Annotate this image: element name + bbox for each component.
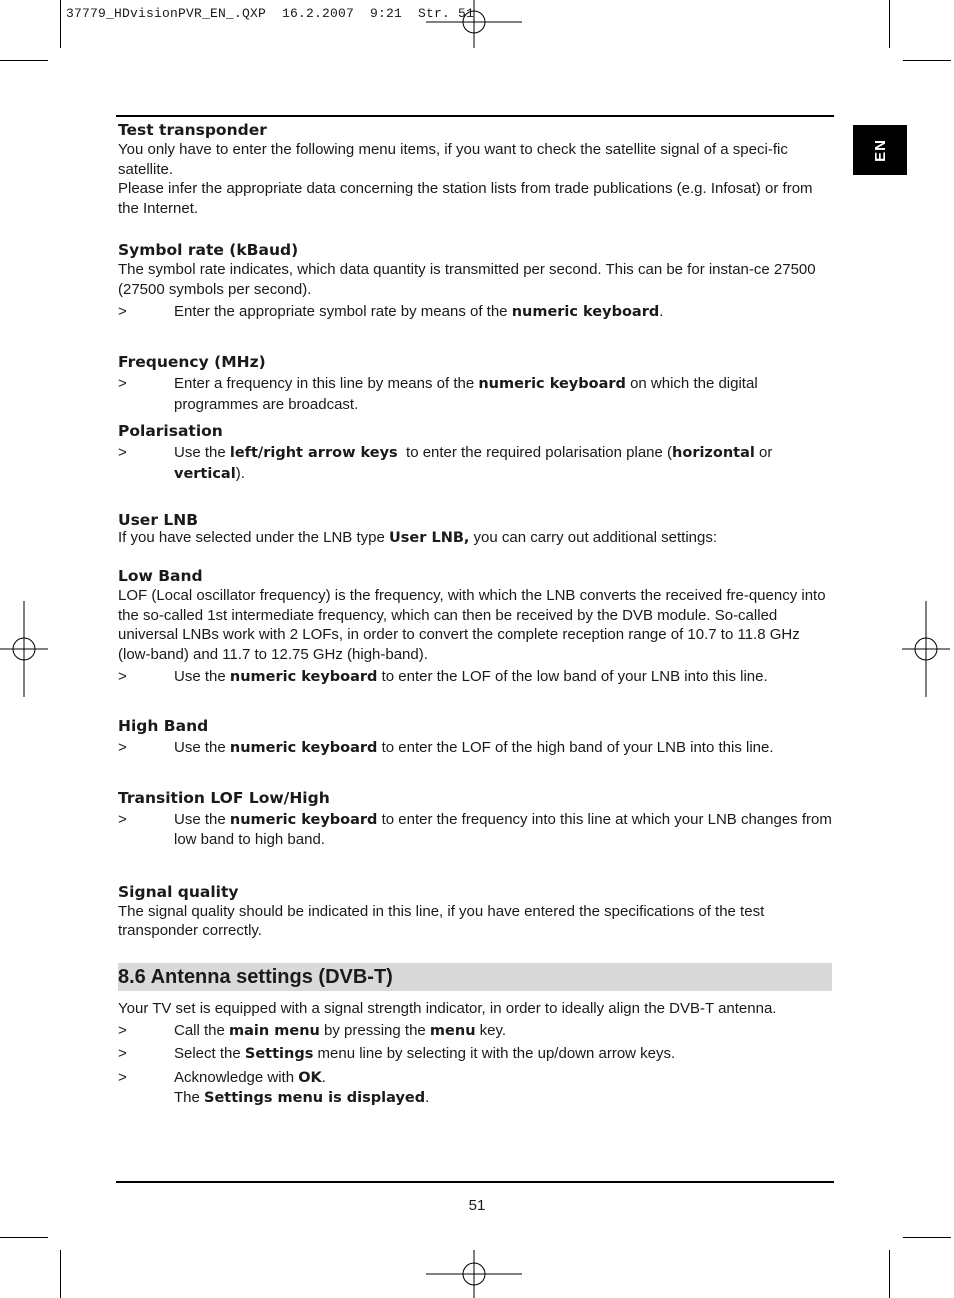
crop-mark	[0, 1237, 48, 1238]
bullet-text: .	[659, 302, 664, 320]
bold-term: horizontal	[672, 445, 755, 462]
bullet-marker: >	[118, 444, 127, 462]
bold-term: OK	[298, 1069, 322, 1086]
bullet-text: key.	[475, 1021, 507, 1039]
bullet-text: on which the digital programmes are broadcast.	[174, 375, 758, 413]
bullet-marker: >	[118, 1021, 127, 1039]
crop-mark	[889, 0, 890, 48]
language-tab	[853, 125, 907, 175]
paragraph-text: you can carry out additional settings:	[469, 528, 718, 546]
bullet-text: Use the	[174, 739, 230, 757]
bullet-text: menu line by selecting it with the up/down arrow keys.	[313, 1045, 676, 1063]
bullet-text: .	[321, 1068, 326, 1086]
bold-term: left/right arrow keys	[229, 445, 398, 462]
bullet-marker: >	[118, 739, 127, 757]
bullet-marker: >	[118, 375, 127, 393]
section-heading: Transition LOF Low/High	[118, 788, 330, 807]
bullet-marker: >	[118, 667, 127, 685]
bullet-text: to enter the frequency into this line at which your LNB changes from low band to high band.	[174, 810, 832, 849]
bullet-item	[118, 443, 832, 484]
bullet-marker: >	[118, 1045, 127, 1063]
crop-mark	[889, 1250, 890, 1298]
bold-term: main menu	[229, 1022, 320, 1039]
crop-mark	[0, 60, 48, 61]
page-content	[118, 120, 832, 1109]
bold-term: numeric keyboard	[229, 668, 378, 685]
paragraph: The signal quality should be indicated in this line, if you have entered the specifications of the test transponder correctly.	[118, 902, 765, 940]
chapter-heading: 8.6 Antenna settings (DVB-T)	[118, 963, 832, 991]
bullet-text: ).	[235, 464, 245, 482]
bullet-text: by pressing the	[319, 1021, 430, 1039]
paragraph-text: If you have selected under the LNB type	[118, 528, 390, 546]
registration-mark-icon	[426, 1250, 522, 1298]
bold-term: numeric keyboard	[511, 303, 660, 320]
section-heading: User LNB	[118, 510, 199, 529]
paragraph: The symbol rate indicates, which data quantity is transmitted per second. This can be for instan-ce 27500 (27500 symbols per second).	[118, 261, 816, 298]
bullet-text: Use the	[174, 444, 230, 462]
bullet-item	[118, 1068, 832, 1109]
bullet-text: to enter the required polarisation plane (	[397, 444, 673, 462]
bullet-text: Use the	[174, 667, 230, 685]
paragraph: LOF (Local oscillator frequency) is the frequency, with which the LNB converts the received fre-quency into the so-called 1st intermediate frequency, which can then be received by the DVB module. So-called universal LNBs work with 2 LOFs, in order to convert the complete reception range of 10.7 to 11.8 GHz (low-band) and 11.7 to 12.75 GHz (high-band).	[118, 587, 826, 663]
bullet-text: .	[425, 1089, 430, 1107]
bullet-marker: >	[118, 302, 127, 320]
crop-mark	[903, 1237, 951, 1238]
bottom-rule	[116, 1181, 834, 1183]
bold-term: vertical	[174, 465, 236, 482]
paragraph: You only have to enter the following menu items, if you want to check the satellite signal of a speci-fic satellite.	[118, 141, 788, 178]
section-heading: Frequency (MHz)	[118, 353, 266, 372]
bold-term: Settings	[244, 1046, 314, 1063]
bold-term: menu	[429, 1022, 476, 1039]
section-heading: Low Band	[118, 567, 203, 586]
bullet-marker: >	[118, 810, 127, 828]
section-heading: Signal quality	[118, 882, 239, 901]
bullet-text: or	[754, 444, 773, 462]
bullet-text: The	[174, 1089, 205, 1107]
bold-term: numeric keyboard	[229, 811, 378, 828]
bullet-item	[118, 1044, 832, 1065]
section-heading: Symbol rate (kBaud)	[118, 241, 299, 260]
page-number: 51	[468, 1197, 486, 1214]
bullet-text: Call the	[174, 1021, 230, 1039]
registration-mark-icon	[902, 601, 950, 697]
crop-mark	[60, 0, 61, 48]
section-heading: High Band	[118, 717, 209, 736]
paragraph	[118, 528, 832, 549]
top-rule	[116, 115, 834, 117]
section-heading: Test transponder	[118, 121, 267, 139]
bullet-item	[118, 667, 832, 688]
bold-term: User LNB,	[389, 529, 470, 546]
paragraph: Please infer the appropriate data concerning the station lists from trade publications (e.g. Infosat) or from the Internet.	[118, 180, 813, 217]
bullet-text: Acknowledge with	[174, 1068, 299, 1086]
bullet-item	[118, 810, 832, 850]
bullet-text: to enter the LOF of the low band of your LNB into this line.	[377, 667, 768, 685]
crop-mark	[60, 1250, 61, 1298]
paragraph: Your TV set is equipped with a signal strength indicator, in order to ideally align the DVB-T antenna.	[118, 1000, 777, 1018]
section-heading: Polarisation	[118, 422, 223, 441]
bullet-text: Select the	[174, 1045, 245, 1063]
bullet-marker: >	[118, 1068, 127, 1086]
bullet-item	[118, 738, 832, 759]
bold-term: numeric keyboard	[229, 740, 378, 757]
bullet-text: to enter the LOF of the high band of your LNB into this line.	[377, 739, 774, 757]
bullet-text: Enter a frequency in this line by means of the	[174, 375, 479, 393]
bullet-item	[118, 374, 832, 414]
bullet-text: Enter the appropriate symbol rate by means of the	[174, 302, 512, 320]
registration-mark-icon	[0, 601, 48, 697]
crop-mark	[903, 60, 951, 61]
bold-term: numeric keyboard	[478, 376, 626, 393]
print-slug: 37779_HDvisionPVR_EN_.QXP 16.2.2007 9:21 Str. 51	[66, 6, 475, 21]
language-tab-label: EN	[871, 138, 889, 162]
bold-term: Settings menu is displayed	[204, 1090, 426, 1107]
bullet-item	[118, 1021, 832, 1042]
bullet-item	[118, 302, 832, 323]
bullet-text: Use the	[174, 810, 230, 828]
